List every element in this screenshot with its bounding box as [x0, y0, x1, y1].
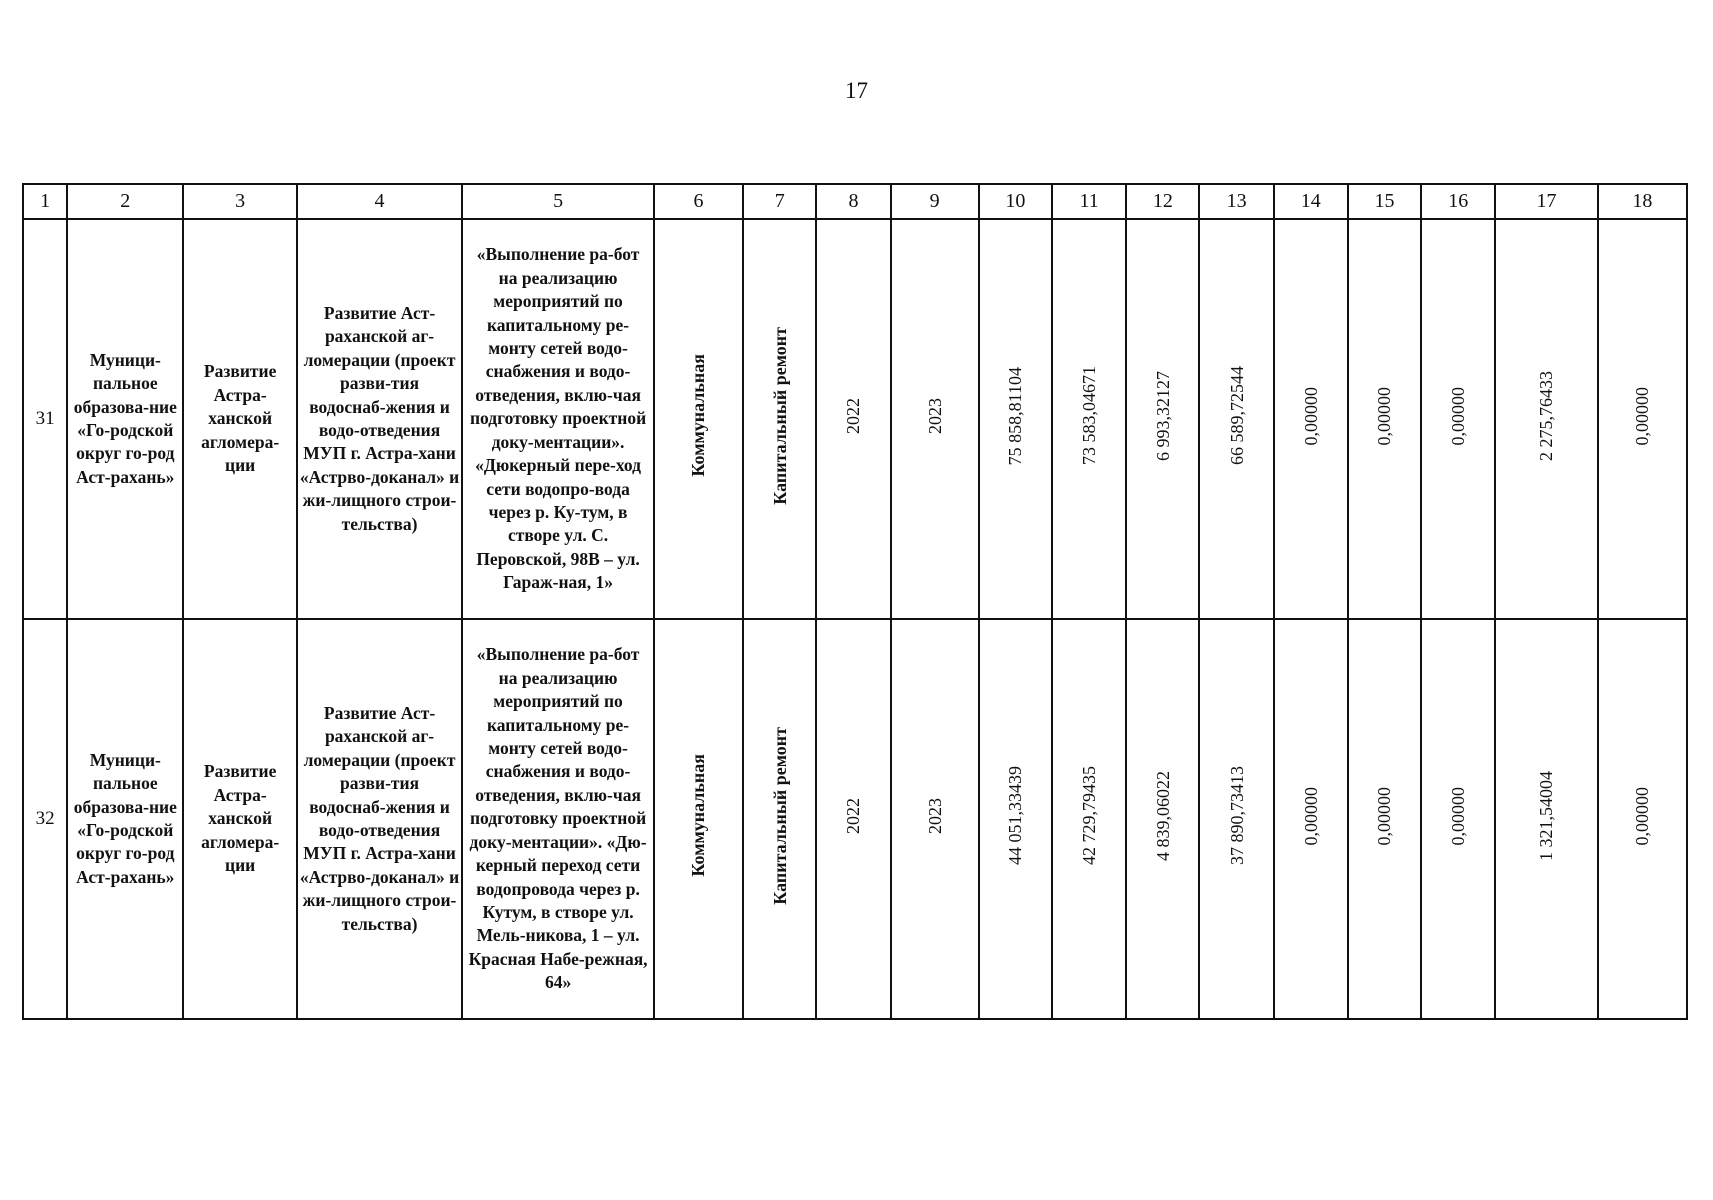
col-header-11: 11: [1052, 184, 1126, 219]
col-header-9: 9: [891, 184, 979, 219]
col-header-5: 5: [462, 184, 654, 219]
page-number: 17: [845, 78, 868, 103]
value-13: 66 589,72544: [1226, 366, 1247, 466]
col-header-2: 2: [67, 184, 183, 219]
value-12: 6 993,32127: [1152, 370, 1173, 461]
value-10: 44 051,33439: [1005, 766, 1026, 866]
year-end-cell: [891, 619, 979, 1019]
municipality-text: Муници-пальное образова-ние «Го-родской округ го-род Аст-рахань»: [73, 349, 177, 487]
value-cell-11: [1052, 619, 1126, 1019]
value-cell-18: [1598, 219, 1687, 619]
project-text: Развитие Аст-раханской аг-ломерации (проект разви-тия водоснаб-жения и водо-отведения МУП г. Астра-хани «Астрво-доканал» и жи-лищного строи-тельства): [299, 702, 460, 934]
project-text: Развитие Аст-раханской аг-ломерации (проект разви-тия водоснаб-жения и водо-отведения МУП г. Астра-хани «Астрво-доканал» и жи-лищного строи-тельства): [299, 302, 460, 534]
col-header-6: 6: [654, 184, 743, 219]
value-cell-17: [1495, 619, 1597, 1019]
col-header-16: 16: [1421, 184, 1495, 219]
value-14: 0,00000: [1300, 786, 1321, 846]
col-header-12: 12: [1126, 184, 1199, 219]
year-start-cell: [816, 219, 890, 619]
value-11: 73 583,04671: [1079, 366, 1100, 466]
value-cell-15: [1348, 619, 1421, 1019]
program-text: Развитие Астра-ханской агломера-ции: [201, 361, 280, 476]
ownership-text: Коммунальная: [688, 354, 709, 478]
col-header-15: 15: [1348, 184, 1421, 219]
col-header-17: 17: [1495, 184, 1597, 219]
row-number: 32: [23, 619, 67, 1019]
col-header-4: 4: [297, 184, 462, 219]
col-header-18: 18: [1598, 184, 1687, 219]
value-cell-18: [1598, 619, 1687, 1019]
object-cell: [462, 619, 654, 1019]
work-type-text: Капитальный ремонт: [769, 326, 790, 505]
project-cell: [297, 219, 462, 619]
work-type-cell: [743, 219, 816, 619]
program-cell: [183, 219, 296, 619]
row-number: 31: [23, 219, 67, 619]
col-header-13: 13: [1199, 184, 1273, 219]
table-row: [23, 619, 1687, 1019]
header-row: [23, 184, 1687, 219]
value-12: 4 839,06022: [1152, 770, 1173, 861]
value-10: 75 858,81104: [1005, 366, 1026, 465]
year-end-text: 2023: [924, 397, 945, 434]
value-15: 0,00000: [1374, 386, 1395, 446]
col-header-8: 8: [816, 184, 890, 219]
year-start-text: 2022: [843, 397, 864, 434]
col-header-1: 1: [23, 184, 67, 219]
municipality-cell: [67, 219, 183, 619]
municipality-cell: [67, 619, 183, 1019]
value-cell-16: [1421, 619, 1495, 1019]
ownership-cell: [654, 619, 743, 1019]
object-cell: [462, 219, 654, 619]
value-cell-10: [979, 619, 1052, 1019]
value-cell-15: [1348, 219, 1421, 619]
value-18: 0,00000: [1632, 786, 1653, 846]
value-13: 37 890,73413: [1226, 766, 1247, 866]
table-row: [23, 219, 1687, 619]
project-cell: [297, 619, 462, 1019]
program-cell: [183, 619, 296, 1019]
value-18: 0,00000: [1632, 386, 1653, 446]
value-cell-13: [1199, 219, 1273, 619]
value-cell-13: [1199, 619, 1273, 1019]
work-type-cell: [743, 619, 816, 1019]
value-11: 42 729,79435: [1079, 766, 1100, 866]
value-16: 0,00000: [1448, 386, 1469, 446]
year-end-cell: [891, 219, 979, 619]
col-header-10: 10: [979, 184, 1052, 219]
value-cell-12: [1126, 619, 1199, 1019]
ownership-cell: [654, 219, 743, 619]
year-start-text: 2022: [843, 797, 864, 834]
value-cell-14: [1274, 219, 1348, 619]
col-header-3: 3: [183, 184, 296, 219]
data-table: [22, 183, 1688, 1020]
col-header-14: 14: [1274, 184, 1348, 219]
value-16: 0,00000: [1448, 786, 1469, 846]
work-type-text: Капитальный ремонт: [769, 726, 790, 905]
value-cell-16: [1421, 219, 1495, 619]
value-cell-11: [1052, 219, 1126, 619]
value-cell-17: [1495, 219, 1597, 619]
municipality-text: Муници-пальное образова-ние «Го-родской округ го-род Аст-рахань»: [73, 749, 177, 887]
value-cell-12: [1126, 219, 1199, 619]
year-end-text: 2023: [924, 797, 945, 834]
col-header-7: 7: [743, 184, 816, 219]
value-15: 0,00000: [1374, 786, 1395, 846]
year-start-cell: [816, 619, 890, 1019]
value-cell-14: [1274, 619, 1348, 1019]
object-text: «Выполнение ра-бот на реализацию мероприятий по капитальному ре-монту сетей водо-снабжения и водо-отведения, вклю-чая подготовку проектной доку-ментации». «Дюкерный пере-ход сети водопро-вода через р. Ку-тум, в створе ул. С. Перовской, 98В – ул. Гараж-ная, 1»: [469, 244, 647, 593]
value-17: 2 275,76433: [1536, 370, 1557, 461]
value-14: 0,00000: [1300, 386, 1321, 446]
value-17: 1 321,54004: [1536, 770, 1557, 861]
object-text: «Выполнение ра-бот на реализацию мероприятий по капитальному ре-монту сетей водо-снабжения и водо-отведения, вклю-чая подготовку проектной доку-ментации». «Дю-керный переход сети водопровода через р. Кутум, в створе ул. Мель-никова, 1 – ул. Красная Набе-режная, 64»: [468, 644, 648, 993]
program-text: Развитие Астра-ханской агломера-ции: [201, 761, 280, 876]
value-cell-10: [979, 219, 1052, 619]
ownership-text: Коммунальная: [688, 754, 709, 878]
